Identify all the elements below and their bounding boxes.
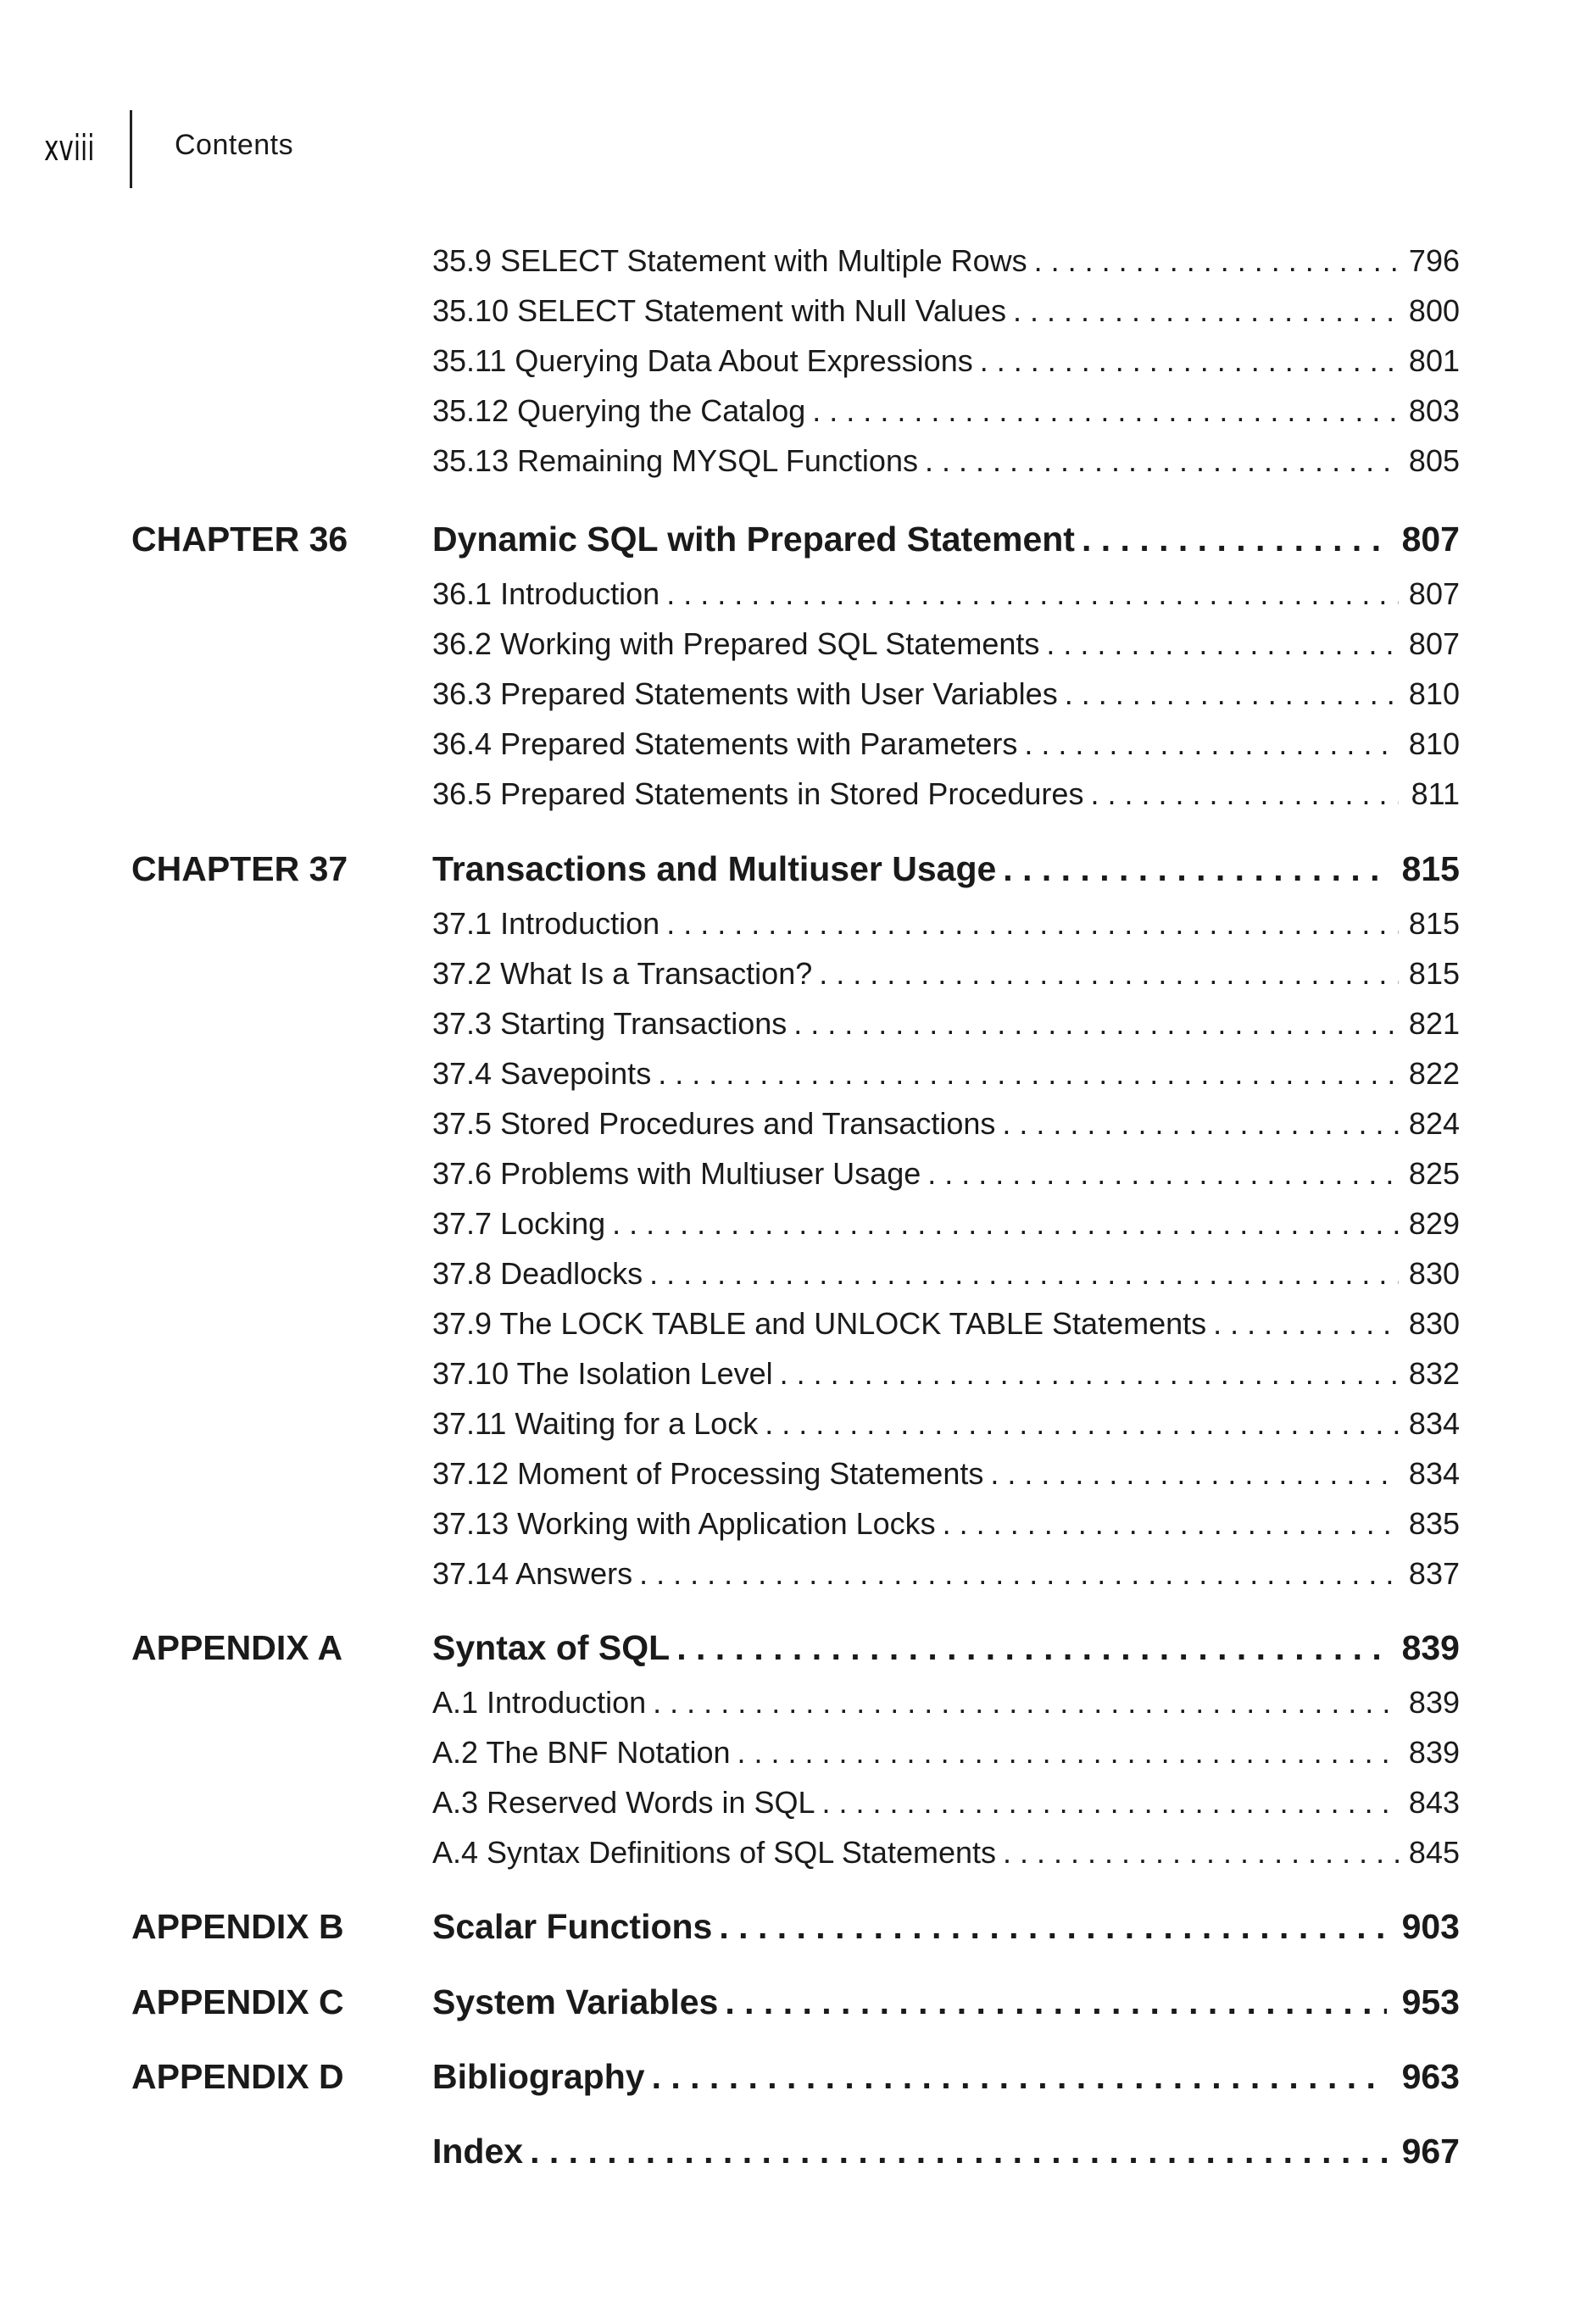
dot-leader bbox=[530, 2127, 1387, 2175]
toc-entry[interactable] bbox=[432, 904, 1460, 943]
toc-chapter-page: 807 bbox=[1401, 520, 1460, 559]
toc-chapter-entry[interactable] bbox=[432, 1978, 1460, 2026]
toc-entry-page: 800 bbox=[1408, 293, 1460, 328]
dot-leader bbox=[666, 904, 1399, 943]
toc-entry[interactable] bbox=[432, 1504, 1460, 1543]
toc-entry-label: 35.12 Querying the Catalog bbox=[432, 393, 806, 428]
toc-entry[interactable] bbox=[432, 1783, 1460, 1822]
dot-leader bbox=[653, 1683, 1399, 1722]
dot-leader bbox=[649, 1254, 1399, 1293]
dot-leader bbox=[819, 954, 1399, 993]
toc-entry-page: 801 bbox=[1408, 343, 1460, 378]
toc-chapter-page: 963 bbox=[1401, 2057, 1460, 2096]
toc-entry-label: 37.13 Working with Application Locks bbox=[432, 1506, 936, 1541]
toc-entry-page: 834 bbox=[1408, 1456, 1460, 1491]
toc-chapter-title: System Variables bbox=[432, 1982, 719, 2021]
toc-entry[interactable] bbox=[432, 292, 1460, 331]
dot-leader bbox=[980, 342, 1399, 381]
toc-entry-page: 845 bbox=[1408, 1835, 1460, 1870]
toc-chapter-title: Syntax of SQL bbox=[432, 1628, 671, 1667]
toc-entry[interactable] bbox=[432, 1254, 1460, 1293]
toc-entry-page: 837 bbox=[1408, 1556, 1460, 1591]
page-number: xviii bbox=[44, 127, 95, 169]
dot-leader bbox=[725, 1978, 1387, 2026]
toc-entry-page: 822 bbox=[1408, 1056, 1460, 1091]
toc-chapter-title: Transactions and Multiuser Usage bbox=[432, 849, 997, 888]
dot-leader bbox=[1034, 242, 1399, 281]
running-title: Contents bbox=[175, 129, 294, 161]
toc-chapter-entry[interactable] bbox=[432, 845, 1460, 892]
dot-leader bbox=[658, 1054, 1399, 1093]
toc-entry-label: 35.9 SELECT Statement with Multiple Rows bbox=[432, 243, 1027, 278]
running-head bbox=[0, 0, 1575, 203]
toc-entry[interactable] bbox=[432, 392, 1460, 431]
dot-leader bbox=[1002, 1104, 1399, 1143]
toc-entry-page: 832 bbox=[1408, 1356, 1460, 1391]
toc-entry[interactable] bbox=[432, 1204, 1460, 1243]
toc-chapter-page: 839 bbox=[1401, 1628, 1460, 1667]
dot-leader bbox=[780, 1354, 1399, 1393]
toc-entry-page: 815 bbox=[1408, 906, 1460, 941]
toc-entry[interactable] bbox=[432, 1154, 1460, 1193]
toc-entry-page: 835 bbox=[1408, 1506, 1460, 1541]
toc-entry-label: 36.4 Prepared Statements with Parameters bbox=[432, 726, 1018, 761]
toc-entry-label: 37.4 Savepoints bbox=[432, 1056, 652, 1091]
toc-entry-label: 36.2 Working with Prepared SQL Statements bbox=[432, 626, 1040, 661]
toc-index-entry[interactable] bbox=[432, 2127, 1460, 2175]
toc-entry-label: 35.11 Querying Data About Expressions bbox=[432, 343, 973, 378]
toc-entry-page: 807 bbox=[1408, 576, 1460, 611]
dot-leader bbox=[812, 392, 1399, 431]
toc-entry-label: A.1 Introduction bbox=[432, 1685, 647, 1720]
dot-leader bbox=[1013, 292, 1399, 331]
toc-entry-page: 810 bbox=[1408, 726, 1460, 761]
toc-entry-label: 37.11 Waiting for a Lock bbox=[432, 1406, 759, 1441]
dot-leader bbox=[1213, 1304, 1399, 1343]
dot-leader bbox=[1082, 515, 1387, 563]
toc-entry[interactable] bbox=[432, 1304, 1460, 1343]
toc-chapter-entry[interactable] bbox=[432, 515, 1460, 563]
dot-leader bbox=[652, 2053, 1387, 2100]
dot-leader bbox=[990, 1454, 1399, 1493]
toc-entry-label: 37.7 Locking bbox=[432, 1206, 606, 1241]
toc-chapter-title: Dynamic SQL with Prepared Statement bbox=[432, 520, 1075, 559]
toc-entry[interactable] bbox=[432, 575, 1460, 614]
dot-leader bbox=[719, 1903, 1387, 1950]
toc-chapter-entry[interactable] bbox=[432, 1624, 1460, 1671]
chapter-label: CHAPTER 36 bbox=[131, 520, 348, 559]
chapter-label: CHAPTER 37 bbox=[131, 849, 348, 888]
toc-entry[interactable] bbox=[432, 775, 1460, 814]
toc-entry-label: 35.10 SELECT Statement with Null Values bbox=[432, 293, 1007, 328]
toc-entry-page: 810 bbox=[1408, 676, 1460, 711]
toc-entry-page: 839 bbox=[1408, 1735, 1460, 1770]
toc-entry-label: A.3 Reserved Words in SQL bbox=[432, 1785, 815, 1820]
toc-entry-label: 37.8 Deadlocks bbox=[432, 1256, 643, 1291]
toc-chapter-title: Index bbox=[432, 2132, 524, 2171]
dot-leader bbox=[639, 1554, 1399, 1593]
dot-leader bbox=[1090, 775, 1399, 814]
toc-entry[interactable] bbox=[432, 1833, 1460, 1872]
toc-entry-label: A.2 The BNF Notation bbox=[432, 1735, 731, 1770]
toc-entry[interactable] bbox=[432, 1354, 1460, 1393]
toc-entry-label: 37.12 Moment of Processing Statements bbox=[432, 1456, 984, 1491]
toc-entry-label: 37.6 Problems with Multiuser Usage bbox=[432, 1156, 921, 1191]
toc-entry-page: 811 bbox=[1411, 776, 1460, 811]
toc-entry-page: 803 bbox=[1408, 393, 1460, 428]
toc-entry[interactable] bbox=[432, 954, 1460, 993]
toc-entry[interactable] bbox=[432, 1554, 1460, 1593]
toc-entry-page: 830 bbox=[1408, 1256, 1460, 1291]
toc-entry-label: 35.13 Remaining MYSQL Functions bbox=[432, 443, 918, 478]
toc-entry-page: 830 bbox=[1408, 1306, 1460, 1341]
dot-leader bbox=[1003, 845, 1387, 892]
toc-chapter-entry[interactable] bbox=[432, 2053, 1460, 2100]
toc-entry[interactable] bbox=[432, 1104, 1460, 1143]
toc-entry-page: 796 bbox=[1408, 243, 1460, 278]
toc-entry-page: 829 bbox=[1408, 1206, 1460, 1241]
toc-chapter-title: Scalar Functions bbox=[432, 1907, 713, 1946]
dot-leader bbox=[927, 1154, 1399, 1193]
dot-leader bbox=[1003, 1833, 1399, 1872]
dot-leader bbox=[822, 1783, 1399, 1822]
toc-entry-label: 37.3 Starting Transactions bbox=[432, 1006, 788, 1041]
toc-entry-label: 36.1 Introduction bbox=[432, 576, 660, 611]
toc-entry-label: 36.3 Prepared Statements with User Variables bbox=[432, 676, 1058, 711]
appendix-label: APPENDIX D bbox=[131, 2057, 344, 2096]
toc-entry-page: 805 bbox=[1408, 443, 1460, 478]
toc-entry-page: 843 bbox=[1408, 1785, 1460, 1820]
toc-entry[interactable] bbox=[432, 1733, 1460, 1772]
toc-entry[interactable] bbox=[432, 242, 1460, 281]
dot-leader bbox=[765, 1404, 1399, 1443]
toc-entry[interactable] bbox=[432, 1404, 1460, 1443]
appendix-label: APPENDIX B bbox=[131, 1907, 344, 1946]
toc-entry[interactable] bbox=[432, 442, 1460, 481]
dot-leader bbox=[793, 1004, 1399, 1043]
dot-leader bbox=[925, 442, 1399, 481]
toc-entry-page: 807 bbox=[1408, 626, 1460, 661]
dot-leader bbox=[737, 1733, 1399, 1772]
toc-entry[interactable] bbox=[432, 625, 1460, 664]
toc-entry[interactable] bbox=[432, 1683, 1460, 1722]
toc-entry[interactable] bbox=[432, 1054, 1460, 1093]
toc-entry[interactable] bbox=[432, 1004, 1460, 1043]
dot-leader bbox=[1024, 725, 1399, 764]
toc-entry-label: 37.1 Introduction bbox=[432, 906, 660, 941]
toc-chapter-page: 967 bbox=[1401, 2132, 1460, 2171]
toc-entry[interactable] bbox=[432, 725, 1460, 764]
dot-leader bbox=[612, 1204, 1399, 1243]
dot-leader bbox=[1046, 625, 1399, 664]
toc-chapter-entry[interactable] bbox=[432, 1903, 1460, 1950]
toc-chapter-page: 815 bbox=[1401, 849, 1460, 888]
toc-entry-label: 37.14 Answers bbox=[432, 1556, 633, 1591]
toc-entry-label: 36.5 Prepared Statements in Stored Procedures bbox=[432, 776, 1084, 811]
toc-entry-label: 37.5 Stored Procedures and Transactions bbox=[432, 1106, 996, 1141]
toc-entry-label: 37.9 The LOCK TABLE and UNLOCK TABLE Statements bbox=[432, 1306, 1207, 1341]
toc-entry[interactable] bbox=[432, 1454, 1460, 1493]
toc-entry-page: 839 bbox=[1408, 1685, 1460, 1720]
toc-entry-page: 815 bbox=[1408, 956, 1460, 991]
dot-leader bbox=[676, 1624, 1387, 1671]
dot-leader bbox=[1065, 675, 1399, 714]
toc-entry[interactable] bbox=[432, 342, 1460, 381]
toc-chapter-page: 953 bbox=[1401, 1982, 1460, 2021]
toc-entry-label: 37.2 What Is a Transaction? bbox=[432, 956, 813, 991]
toc-entry-page: 821 bbox=[1408, 1006, 1460, 1041]
toc-entry-label: A.4 Syntax Definitions of SQL Statements bbox=[432, 1835, 996, 1870]
dot-leader bbox=[666, 575, 1399, 614]
toc-entry-page: 824 bbox=[1408, 1106, 1460, 1141]
header-divider bbox=[130, 110, 132, 188]
toc-entry-page: 825 bbox=[1408, 1156, 1460, 1191]
toc-chapter-title: Bibliography bbox=[432, 2057, 645, 2096]
appendix-label: APPENDIX C bbox=[131, 1982, 344, 2021]
toc-entry-page: 834 bbox=[1408, 1406, 1460, 1441]
dot-leader bbox=[943, 1504, 1399, 1543]
toc-entry-label: 37.10 The Isolation Level bbox=[432, 1356, 773, 1391]
appendix-label: APPENDIX A bbox=[131, 1628, 343, 1667]
toc-entry[interactable] bbox=[432, 675, 1460, 714]
toc-chapter-page: 903 bbox=[1401, 1907, 1460, 1946]
